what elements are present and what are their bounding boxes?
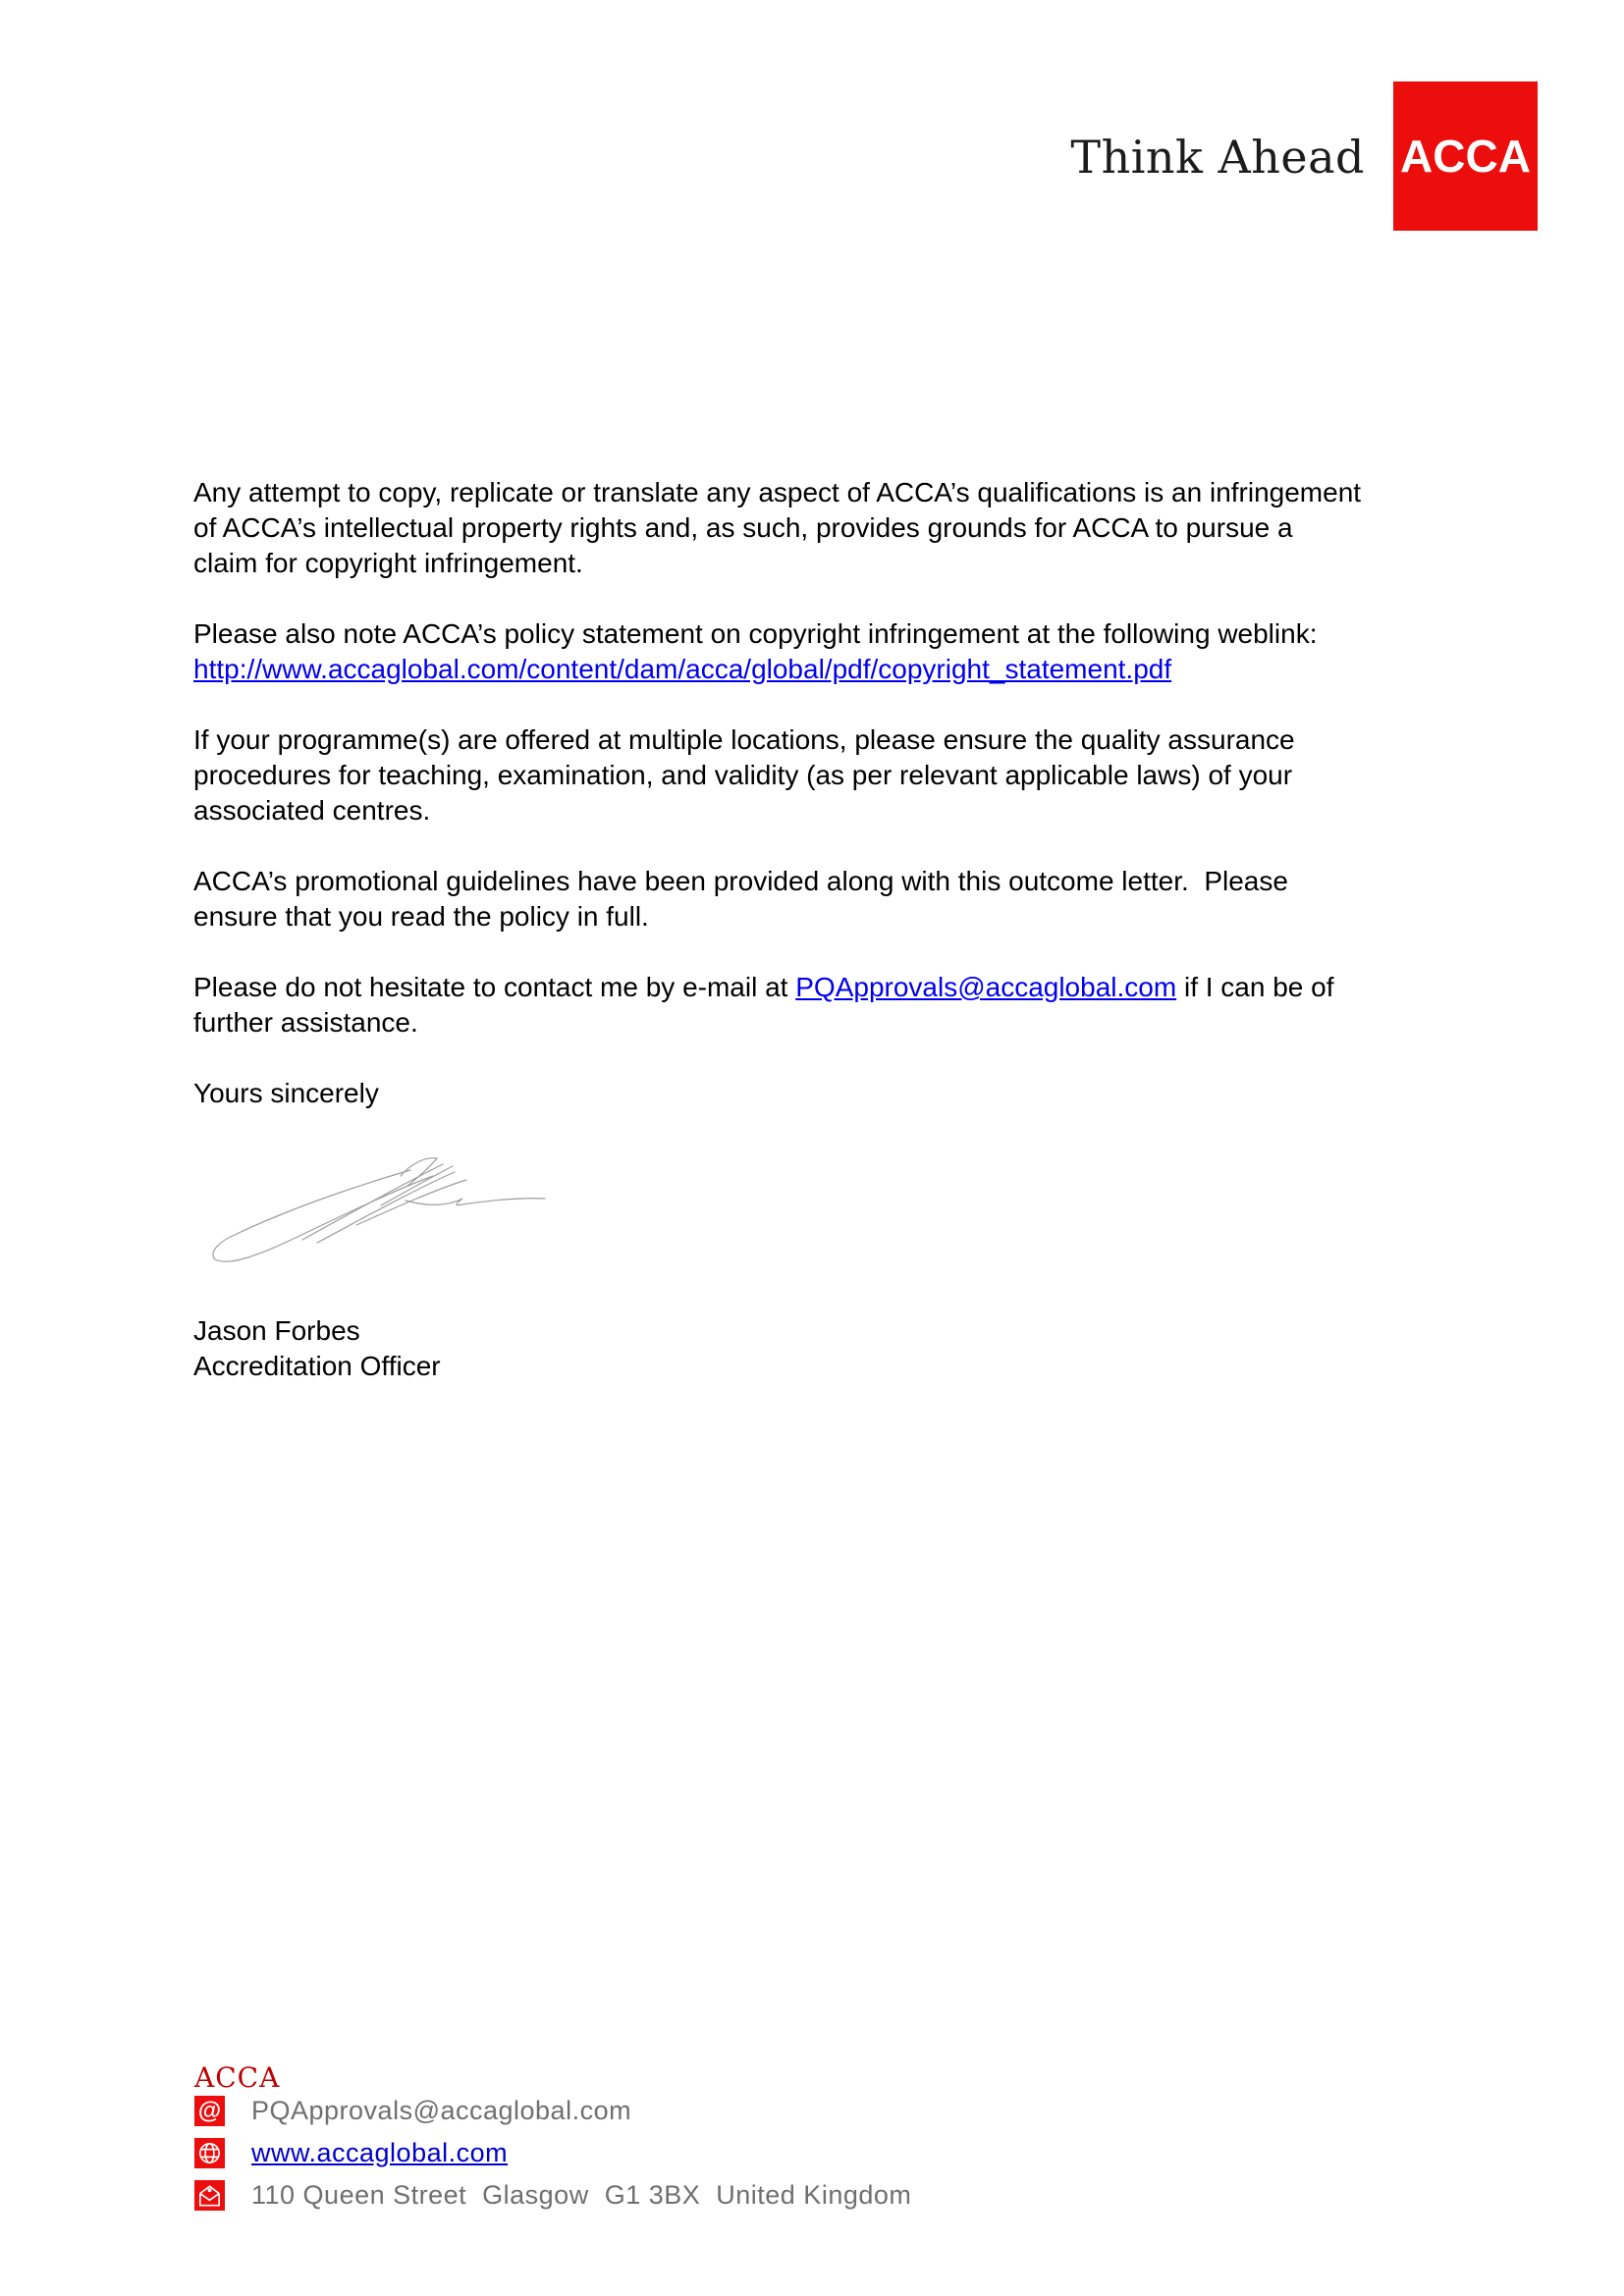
- footer-address: 110 Queen Street Glasgow G1 3BX United Kingdom: [251, 2180, 912, 2210]
- footer-row-website: [194, 2138, 911, 2168]
- body-line: of ACCA’s intellectual property rights and, as such, provides grounds for ACCA to pursue a: [193, 512, 1293, 543]
- body-line: [193, 970, 1568, 1005]
- footer-website: [251, 2138, 508, 2168]
- signer-title: Accreditation Officer: [193, 1351, 441, 1381]
- acca-logo-text: ACCA: [1400, 131, 1531, 182]
- body-line: If your programme(s) are offered at multiple locations, please ensure the quality assurance: [193, 724, 1295, 755]
- paragraph-copyright-claim: [193, 475, 1568, 581]
- globe-icon: [194, 2138, 225, 2168]
- envelope-icon: [194, 2180, 225, 2211]
- at-icon: [194, 2096, 225, 2126]
- body-line: further assistance.: [193, 1007, 418, 1038]
- body-line: Any attempt to copy, replicate or translate any aspect of ACCA’s qualifications is an infringement: [193, 477, 1362, 507]
- footer-row-address: [194, 2180, 911, 2211]
- signature-svg: [209, 1147, 548, 1274]
- letter-body: [193, 475, 1568, 1147]
- body-line: ensure that you read the policy in full.: [193, 901, 649, 932]
- footer-brand-acca: ACCA: [194, 2061, 281, 2094]
- paragraph-promotional-guidelines: [193, 864, 1568, 934]
- footer-contact-block: [194, 2096, 911, 2222]
- svg-text:@: @: [197, 2098, 222, 2124]
- footer-email-text: PQApprovals@accaglobal.com: [251, 2096, 632, 2125]
- acca-logo: [1393, 81, 1538, 231]
- brand-tagline: Think Ahead: [1070, 131, 1365, 184]
- paragraph-multiple-locations: [193, 722, 1568, 828]
- body-line: claim for copyright infringement.: [193, 548, 583, 578]
- footer-row-email: [194, 2096, 911, 2126]
- paragraph-contact: [193, 970, 1568, 1041]
- copyright-statement-link[interactable]: http://www.accaglobal.com/content/dam/acca/global/pdf/copyright_statement.pdf: [193, 654, 1172, 684]
- pqapprovals-email-link[interactable]: PQApprovals@accaglobal.com: [795, 972, 1177, 1002]
- contact-text-before: Please do not hesitate to contact me by e-mail at: [193, 972, 796, 1002]
- contact-text-after: if I can be of: [1176, 972, 1334, 1002]
- signature-image: [209, 1147, 548, 1274]
- body-line: Please also note ACCA’s policy statement on copyright infringement at the following weblink:: [193, 618, 1318, 649]
- body-line: [193, 652, 1568, 687]
- signer-name: Jason Forbes: [193, 1315, 360, 1346]
- body-line: procedures for teaching, examination, and validity (as per relevant applicable laws) of your: [193, 760, 1293, 790]
- signer-block: [193, 1313, 441, 1384]
- body-line: associated centres.: [193, 795, 431, 826]
- body-line: ACCA’s promotional guidelines have been provided along with this outcome letter. Please: [193, 866, 1288, 896]
- paragraph-policy-statement: [193, 616, 1568, 687]
- closing-salutation: Yours sincerely: [193, 1078, 379, 1108]
- accaglobal-website-link[interactable]: www.accaglobal.com: [251, 2138, 509, 2167]
